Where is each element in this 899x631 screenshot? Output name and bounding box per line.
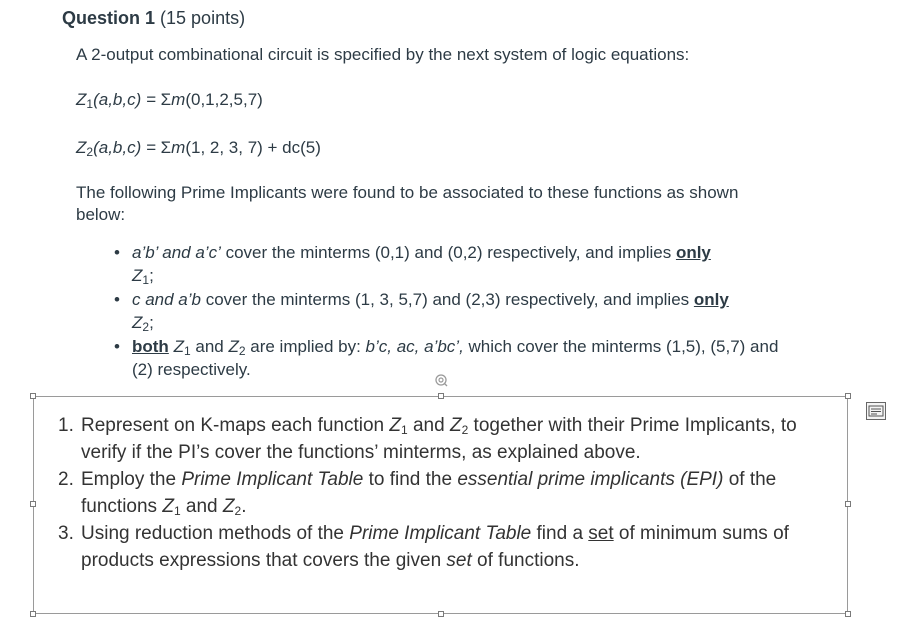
resize-handle[interactable]	[30, 501, 36, 507]
resize-handle[interactable]	[438, 611, 444, 617]
question-number: Question 1	[62, 8, 156, 28]
intro-text: A 2-output combinational circuit is specified by the next system of logic equations:	[76, 45, 690, 64]
list-item: • both $Z_1$ and $Z_2$ are implied by: b’c, ac, a’bc’, which cover the minterms (1,5), (5,7) and (2) respectively.	[114, 337, 779, 379]
prime-implicant-list	[108, 241, 788, 382]
question-points: (15 points)	[160, 8, 246, 28]
task-list	[52, 412, 812, 574]
equation-z1: $Z_1(a,b,c) = \Sigma m(0,1,2,5,7)$	[76, 90, 263, 111]
resize-handle[interactable]	[845, 501, 851, 507]
list-item: • c and a’b cover the minterms (1, 3, 5,7) and (2,3) respectively, and implies only $Z_2$;	[114, 290, 729, 334]
list-item: 2. Employ the Prime Implicant Table to find the essential prime implicants (EPI) of the functions $Z_1$ and $Z_2$.	[58, 469, 777, 518]
equation-z2: $Z_2(a,b,c) = \Sigma m(1$, 2, 3, 7) + dc(5)	[76, 138, 321, 159]
list-item: 1. Represent on K-maps each function $Z_1$ and $Z_2$ together with their Prime Implicants, to verify if the PI’s cover the functions’ minterms, as explained above.	[58, 415, 797, 463]
list-item: • a’b’ and a’c’ cover the minterms (0,1) and (0,2) respectively, and implies only $Z_1$;	[114, 243, 711, 287]
resize-handle[interactable]	[30, 393, 36, 399]
question-title	[62, 8, 245, 29]
resize-handle[interactable]	[30, 611, 36, 617]
prime-implicants-intro: The following Prime Implicants were found to be associated to these functions as shown below:	[76, 183, 739, 224]
anchor-icon[interactable]	[434, 373, 448, 387]
resize-handle[interactable]	[845, 393, 851, 399]
list-item: 3. Using reduction methods of the Prime Implicant Table find a set of minimum sums of products expressions that covers the given set of functions.	[58, 523, 789, 571]
resize-handle[interactable]	[845, 611, 851, 617]
resize-handle[interactable]	[438, 393, 444, 399]
edit-icon[interactable]	[866, 402, 886, 420]
